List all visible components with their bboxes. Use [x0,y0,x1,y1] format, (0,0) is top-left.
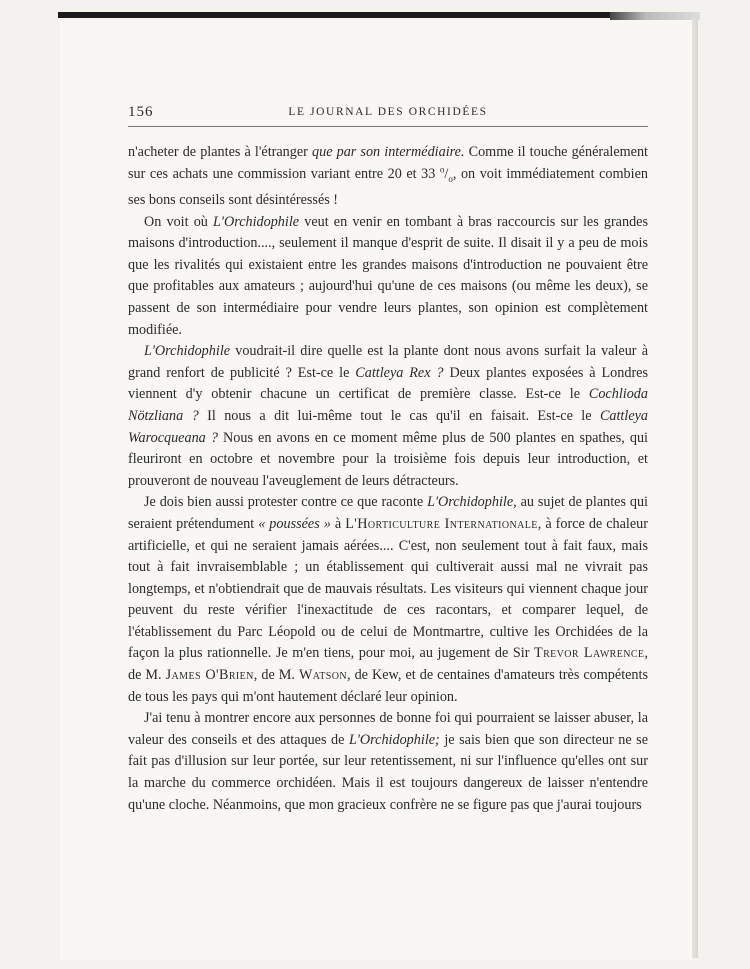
plant-name: Cattleya Warocqueana ? [128,407,649,446]
text-run: veut en venir en tombant à bras raccourcis sur les grandes maisons d'introduction...., seulement il manque d'esprit de suite. Il disait il y a peu de mois que les rivalités qui existaient entre les grandes maisons d'introduction ne pouvaient être que profitables aux amateurs ; aujourd'hui qu'une de ces maisons (ou même les deux), se passent de son intermédiaire pour vendre leurs plantes, son opinion est complètement modifiée. [128,213,648,338]
quoted-term: « poussées » [258,515,331,532]
header-rule [128,126,648,127]
publication-title: L'Orchidophile [213,213,300,230]
percent-sub: o [448,173,453,184]
text-run: n'acheter de plantes à l'étranger [128,144,313,160]
publication-title: L'Orchidophile, [427,494,517,511]
text-run: On voit où [144,213,214,230]
person-name: Watson [298,667,347,684]
text-run: , on voit immédiatement combien ses bons conseils sont désintéressés ! [128,165,648,209]
text-run: je sais bien que son directeur ne se fait pas d'illusion sur leur portée, sur leur retentissement, ni sur l'influence qu'elles ont sur la marche du commerce orchidéen. Mais il est toujours dangereux de laisser n'entendre qu'une cloche. Néanmoins, que mon gracieux confrère ne se figure pas que j'aurai toujours [128,731,648,813]
plant-name: Cochlioda Nötzliana ? [128,386,648,424]
publication-title: L'Orchidophile [144,343,231,360]
percent-slash: / [444,165,449,182]
emphasis: que par son intermédiaire. [312,144,465,160]
text-run: voudrait-il dire quelle est la plante dont nous avons surfait la valeur à grand renfort de publicité ? Est-ce le [128,343,648,381]
article-body [128,142,648,816]
text-run: à [330,515,346,532]
text-run: J'ai tenu à montrer encore aux personnes de bonne foi qui pourraient se laisser abuser, la valeur des conseils et des attaques de [128,710,648,748]
scan-border-top [58,12,618,18]
text-run: Nous en avons en ce moment même plus de 500 plantes en spathes, qui fleuriront en octobre et novembre pour la troisième fois depuis leur introduction, et prouveront de nouveau l'aveuglement de leurs détracteurs. [128,429,648,489]
text-run: , à force de chaleur artificielle, et qui ne seraient jamais aérées.... C'est, non seulement tout à fait faux, mais tout à fait invraisemblable ; un établissement qui cultiverait aussi mal ne vivrait pas longtemps, et n'obtiendrait que de mauvais résultats. Les visiteurs qui viennent chaque jour peuvent du reste vérifier l'inexactitude de ces racontars, et comparer lequel, de l'établissement du Parc Léopold ou de celui de Montmartre, cultive les Orchidées de la façon la plus rationnelle. Je m'en tiens, pour moi, au jugement de Sir [128,515,648,662]
paragraph-4 [128,492,648,708]
text-run: Je dois bien aussi protester contre ce que raconte [144,494,428,511]
paragraph-3 [128,341,648,492]
running-header [128,104,648,124]
text-run: Comme il touche généralement sur ces achats une commission variant entre 20 et 33 [128,144,648,182]
text-run: au sujet de plantes qui seraient prétendument [128,494,648,532]
scan-border-top-right [610,12,700,20]
text-run: Deux plantes exposées à Londres viennent d'y obtenir chacune un certificat de première classe. Est-ce le [128,364,648,403]
text-run: , de Kew, et de centaines d'amateurs très compétents de tous les pays qui m'ont hautement déclaré leur opinion. [128,667,648,705]
plant-name: Cattleya Rex ? [355,364,444,381]
page-number: 156 [128,104,154,120]
scan-border-right [692,18,698,958]
text-run: , de M. [128,645,648,684]
publication-title: L'Orchidophile; [349,731,440,748]
paragraph-1 [128,142,648,212]
person-name: James O'Brien [165,667,254,684]
paragraph-5 [128,708,648,816]
paragraph-2 [128,212,648,342]
percent-sup: o [439,163,445,174]
text-run: , de M. [253,667,299,684]
running-title: LE JOURNAL DES ORCHIDÉES [288,106,488,118]
person-name: Trevor Lawrence [534,645,645,662]
establishment-name: L'Horticulture Internationale [345,515,538,532]
text-run: Il nous a dit lui-même tout le cas qu'il en faisait. Est-ce le [198,407,600,424]
